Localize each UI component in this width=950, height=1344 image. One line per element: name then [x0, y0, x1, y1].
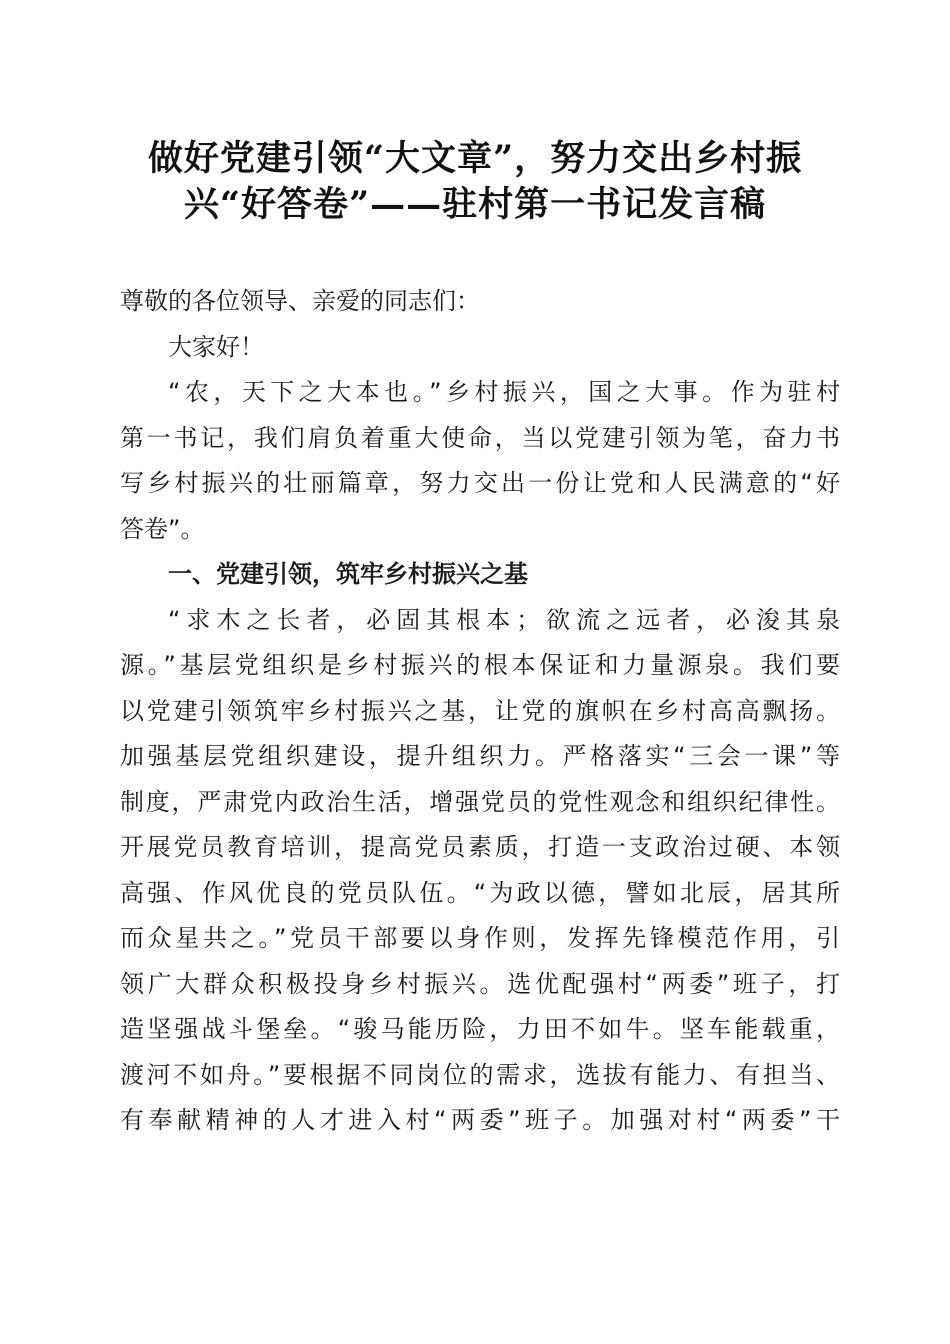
section-line: 造坚强战斗堡垒。“骏马能历险，力田不如牛。坚车能载重，	[120, 1015, 840, 1043]
greeting: 大家好！	[168, 332, 264, 361]
intro-line: 第一书记，我们肩负着重大使命，当以党建引领为笔，奋力书	[120, 423, 840, 452]
title-line-1: 做好党建引领“大文章”，努力交出乡村振	[147, 138, 803, 179]
document-body	[120, 279, 840, 1144]
section-heading: 一、党建引领，筑牢乡村振兴之基	[168, 560, 528, 588]
section-line: 高强、作风优良的党员队伍。“为政以德，譬如北辰，居其所	[120, 878, 840, 907]
title-line-2: 兴“好答卷”——驻村第一书记发言稿	[183, 184, 767, 225]
intro-line: 答卷”。	[120, 514, 205, 543]
section-line: 源。”基层党组织是乡村振兴的根本保证和力量源泉。我们要	[120, 651, 840, 679]
section-line: 以党建引领筑牢乡村振兴之基，让党的旗帜在乡村高高飘扬。	[120, 696, 840, 725]
section-line: 有奉献精神的人才进入村“两委”班子。加强对村“两委”干	[120, 1106, 840, 1134]
intro-line: 写乡村振兴的壮丽篇章，努力交出一份让党和人民满意的“好	[120, 469, 840, 497]
salutation: 尊敬的各位领导、亲爱的同志们：	[120, 287, 480, 315]
document-title	[100, 136, 850, 228]
section-line: 开展党员教育培训，提高党员素质，打造一支政治过硬、本领	[120, 833, 840, 861]
section-line: 加强基层党组织建设，提升组织力。严格落实“三会一课”等	[120, 742, 840, 770]
section-line: 制度，严肃党内政治生活，增强党员的党性观念和组织纪律性。	[120, 787, 840, 816]
section-line: 而众星共之。”党员干部要以身作则，发挥先锋模范作用，引	[120, 924, 840, 952]
intro-line: “农，天下之大本也。”乡村振兴，国之大事。作为驻村	[168, 378, 840, 406]
section-line: 渡河不如舟。”要根据不同岗位的需求，选拔有能力、有担当、	[120, 1060, 840, 1089]
section-line: 领广大群众积极投身乡村振兴。选优配强村“两委”班子，打	[120, 969, 840, 998]
section-line: “求木之长者，必固其根本；欲流之远者，必浚其泉	[168, 605, 840, 634]
